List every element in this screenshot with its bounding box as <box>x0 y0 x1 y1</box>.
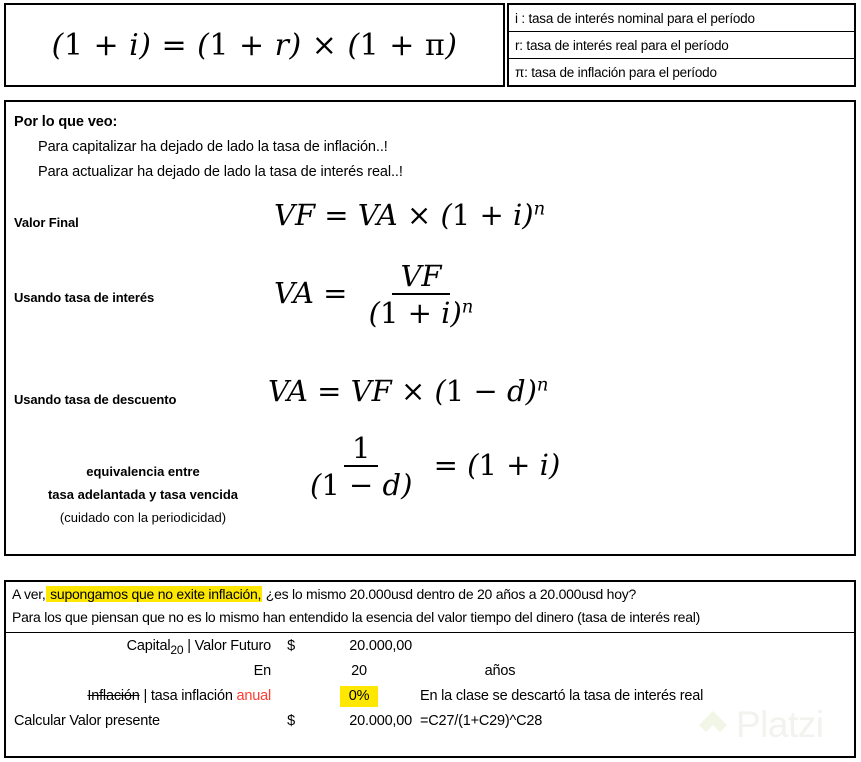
table-row <box>6 713 854 738</box>
table-row <box>6 663 854 688</box>
row-label-inflacion-mid: | tasa inflación <box>139 688 237 704</box>
row-label-inflacion <box>6 688 271 704</box>
main-equation: (1 + i) = (1 + r) × (1 + π) <box>51 27 458 63</box>
equation-va-tasa-interes: VA = $\frac{VF}{(1 + i)^n}$ <box>274 259 474 331</box>
equivalencia-line-1: equivalencia entre <box>86 464 200 479</box>
main-equation-box <box>4 3 505 87</box>
row-value-inflacion-cell[interactable] <box>306 688 412 704</box>
equation-valor-final: VF = VA × $(1 + i)^n$ <box>274 198 546 232</box>
row-value-periodos: 20 <box>351 663 367 679</box>
row-label-capital-text: Capital <box>126 638 171 654</box>
definitions-box <box>507 3 856 87</box>
row-currency-symbol: $ <box>287 713 295 729</box>
exercise-divider <box>6 632 854 633</box>
exercise-box <box>4 580 856 758</box>
row-label-capital-subscript: 20 <box>170 642 184 657</box>
exercise-question-2: Para los que piensan que no es lo mismo han entendido la esencia del valor tiempo del dinero (tasa de interés real) <box>12 609 701 625</box>
table-row <box>6 688 854 713</box>
definition-row-i: i : tasa de interés nominal para el período <box>509 5 854 32</box>
row-value-inflacion: 0% <box>340 686 379 707</box>
row-note-formula: =C27/(1+C29)^C28 <box>420 713 543 729</box>
label-usando-tasa-interes: Usando tasa de interés <box>14 290 155 305</box>
row-note-inflacion: En la clase se descartó la tasa de interés real <box>420 688 704 704</box>
row-currency-symbol: $ <box>287 638 295 654</box>
row-label-calcular-valor-presente: Calcular Valor presente <box>14 713 160 729</box>
notes-line-2: Para actualizar ha dejado de lado la tasa de interés real..! <box>38 164 403 180</box>
row-value-valor-presente: 20.000,00 <box>349 713 412 729</box>
label-equivalencia-block <box>14 460 272 531</box>
table-row <box>6 638 854 663</box>
notes-line-1: Para capitalizar ha dejado de lado la tasa de inflación..! <box>38 139 388 155</box>
label-valor-final: Valor Final <box>14 215 79 230</box>
row-label-en: En <box>253 663 271 679</box>
formulas-notes-box <box>4 100 856 556</box>
platzi-watermark-text: Platzi <box>736 704 824 745</box>
row-note-anios: años <box>484 663 516 679</box>
row-label-inflacion-struck: Inflación <box>87 688 140 704</box>
row-label-capital-suffix: | Valor Futuro <box>183 638 271 654</box>
equivalencia-line-2: tasa adelantada y tasa vencida <box>47 487 239 503</box>
row-label-capital <box>6 638 271 657</box>
exercise-q1-before: A ver, <box>12 586 46 602</box>
definition-row-r: r: tasa de interés real para el período <box>509 32 854 59</box>
row-label-inflacion-anual: anual <box>236 688 271 704</box>
label-usando-tasa-descuento: Usando tasa de descuento <box>14 392 177 407</box>
row-value-valor-futuro: 20.000,00 <box>349 638 412 654</box>
notes-heading: Por lo que veo: <box>14 114 118 130</box>
equation-equivalencia: $\frac{1}{(1 - d)}$ = (1 + i) <box>310 431 561 503</box>
exercise-question-1 <box>12 586 636 602</box>
equivalencia-line-3: (cuidado con la periodicidad) <box>59 510 227 526</box>
exercise-q1-highlight: supongamos que no exite inflación, <box>46 586 262 602</box>
equation-va-tasa-descuento: VA = VF × $(1 - d)^n$ <box>268 374 549 408</box>
exercise-q1-after: ¿es lo mismo 20.000usd dentro de 20 años a 20.000usd hoy? <box>262 586 637 602</box>
definition-row-pi: π: tasa de inflación para el período <box>515 64 717 80</box>
